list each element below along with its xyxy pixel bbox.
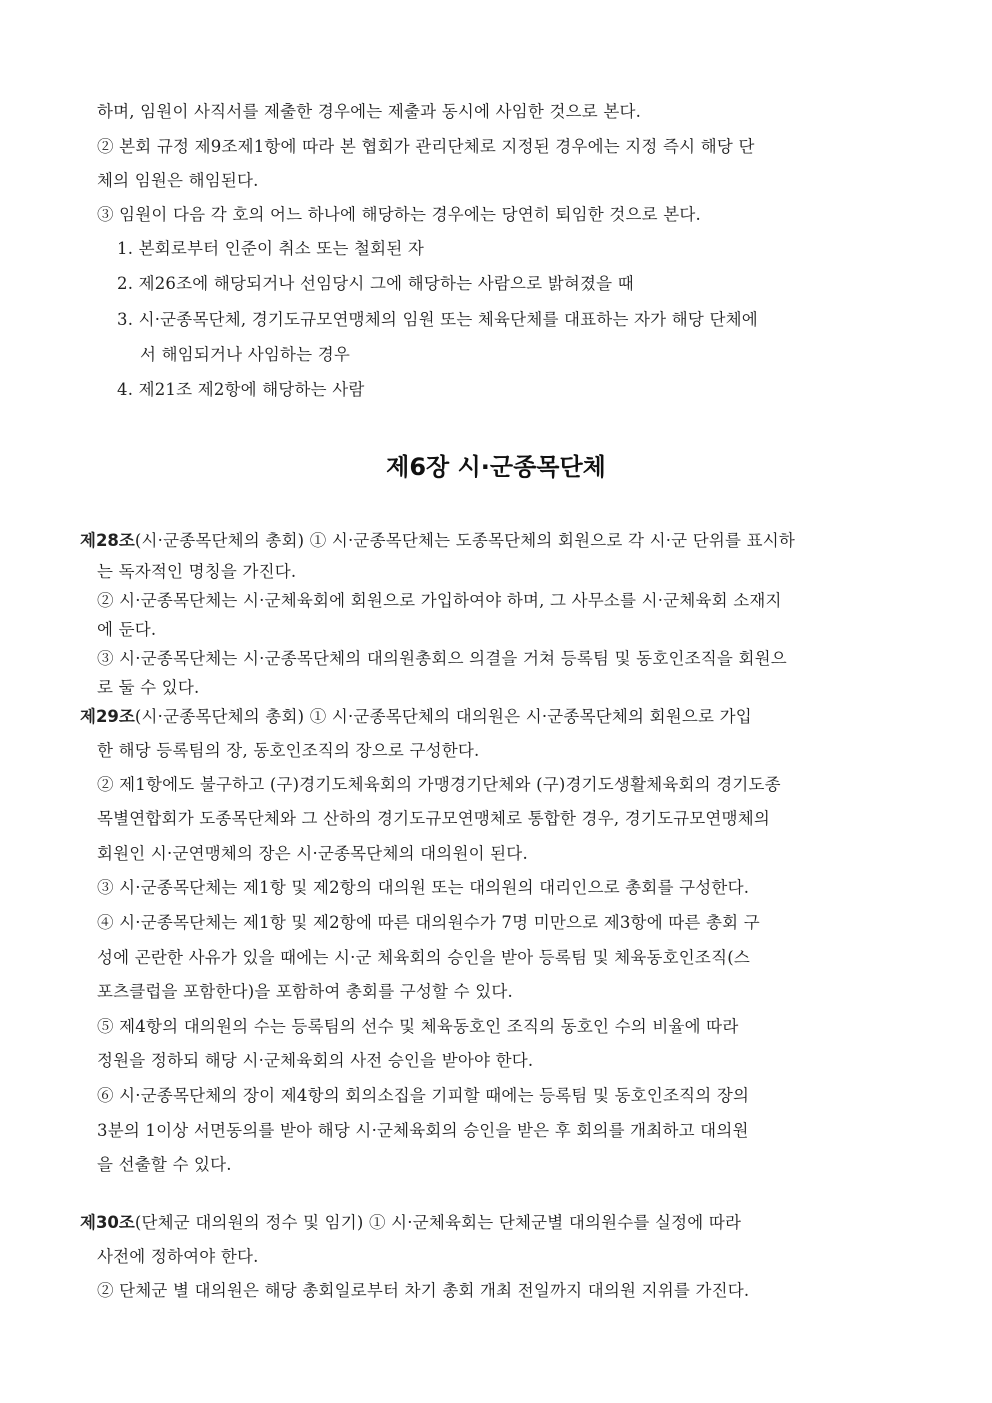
- text-line: 는 독자적인 명칭을 가진다.: [97, 562, 297, 581]
- list-item: 3. 시·군종목단체, 경기도규모연맹체의 임원 또는 체육단체를 대표하는 자가 해당 단체에: [117, 310, 758, 329]
- text-line: ⑥ 시·군종목단체의 장이 제4항의 회의소집을 기피할 때에는 등록팀 및 동호인조직의 장의: [97, 1086, 750, 1105]
- text-line: ③ 시·군종목단체는 제1항 및 제2항의 대의원 또는 대의원의 대리인으로 총회를 구성한다.: [97, 878, 750, 897]
- article-30-heading: 제30조: [80, 1213, 135, 1232]
- text-line: ③ 시·군종목단체는 시·군종목단체의 대의원총회으 의결을 거쳐 등록팀 및 동호인조직을 회원으: [97, 649, 787, 668]
- list-item-continuation: 서 해임되거나 사임하는 경우: [140, 345, 351, 364]
- text-line: 을 선출할 수 있다.: [97, 1155, 232, 1174]
- text-line: ② 본회 규정 제9조제1항에 따라 본 협회가 관리단체로 지정된 경우에는 지정 즉시 해당 단: [97, 137, 755, 156]
- text-line: ② 단체군 별 대의원은 해당 총회일로부터 차기 총회 개최 전일까지 대의원 지위를 가진다.: [97, 1281, 750, 1300]
- text-line: 성에 곤란한 사유가 있을 때에는 시·군 체육회의 승인을 받아 등록팀 및 체육동호인조직(스: [97, 948, 750, 967]
- list-item: 2. 제26조에 해당되거나 선임당시 그에 해당하는 사람으로 밝혀졌을 때: [117, 274, 634, 293]
- text-line: ② 제1항에도 불구하고 (구)경기도체육회의 가맹경기단체와 (구)경기도생활체육회의 경기도종: [97, 775, 781, 794]
- text-line: 포츠클럽을 포함한다)을 포함하여 총회를 구성할 수 있다.: [97, 982, 513, 1001]
- article-29-heading: 제29조: [80, 707, 135, 726]
- text-line: ③ 임원이 다음 각 호의 어느 하나에 해당하는 경우에는 당연히 퇴임한 것으로 본다.: [97, 205, 701, 224]
- article-29-line: [80, 706, 752, 728]
- chapter-title: 제6장 시·군종목단체: [386, 453, 606, 481]
- text-line: 에 둔다.: [97, 620, 157, 639]
- text-line: 체의 임원은 해임된다.: [97, 171, 259, 190]
- text-line: 정원을 정하되 해당 시·군체육회의 사전 승인을 받아야 한다.: [97, 1051, 534, 1070]
- text-line: 사전에 정하여야 한다.: [97, 1247, 259, 1266]
- text-line: 하며, 임원이 사직서를 제출한 경우에는 제출과 동시에 사임한 것으로 본다.: [97, 102, 642, 121]
- text-line: ④ 시·군종목단체는 제1항 및 제2항에 따른 대의원수가 7명 미만으로 제3항에 따른 총회 구: [97, 913, 760, 932]
- article-28-heading: 제28조: [80, 531, 135, 550]
- list-item: 4. 제21조 제2항에 해당하는 사람: [117, 380, 365, 399]
- text-line: 목별연합회가 도종목단체와 그 산하의 경기도규모연맹체로 통합한 경우, 경기도규모연맹체의: [97, 809, 770, 828]
- article-29-text: (시·군종목단체의 총회) ① 시·군종목단체의 대의원은 시·군종목단체의 회원으로 가입: [134, 707, 752, 726]
- text-line: 로 둘 수 있다.: [97, 678, 200, 697]
- text-line: ② 시·군종목단체는 시·군체육회에 회원으로 가입하여야 하며, 그 사무소를 시·군체육회 소재지: [97, 591, 782, 610]
- article-28-line: [80, 530, 795, 552]
- text-line: 회원인 시·군연맹체의 장은 시·군종목단체의 대의원이 된다.: [97, 844, 528, 863]
- article-30-text: (단체군 대의원의 정수 및 임기) ① 시·군체육회는 단체군별 대의원수를 실정에 따라: [134, 1213, 742, 1232]
- article-28-text: (시·군종목단체의 총회) ① 시·군종목단체는 도종목단체의 회원으로 각 시·군 단위를 표시하: [134, 531, 796, 550]
- text-line: 한 해당 등록팀의 장, 동호인조직의 장으로 구성한다.: [97, 741, 480, 760]
- article-30-line: [80, 1212, 741, 1234]
- text-line: 3분의 1이상 서면동의를 받아 해당 시·군체육회의 승인을 받은 후 회의를 개최하고 대의원: [97, 1121, 749, 1140]
- list-item: 1. 본회로부터 인준이 취소 또는 철회된 자: [117, 239, 425, 258]
- text-line: ⑤ 제4항의 대의원의 수는 등록팀의 선수 및 체육동호인 조직의 동호인 수의 비율에 따라: [97, 1017, 739, 1036]
